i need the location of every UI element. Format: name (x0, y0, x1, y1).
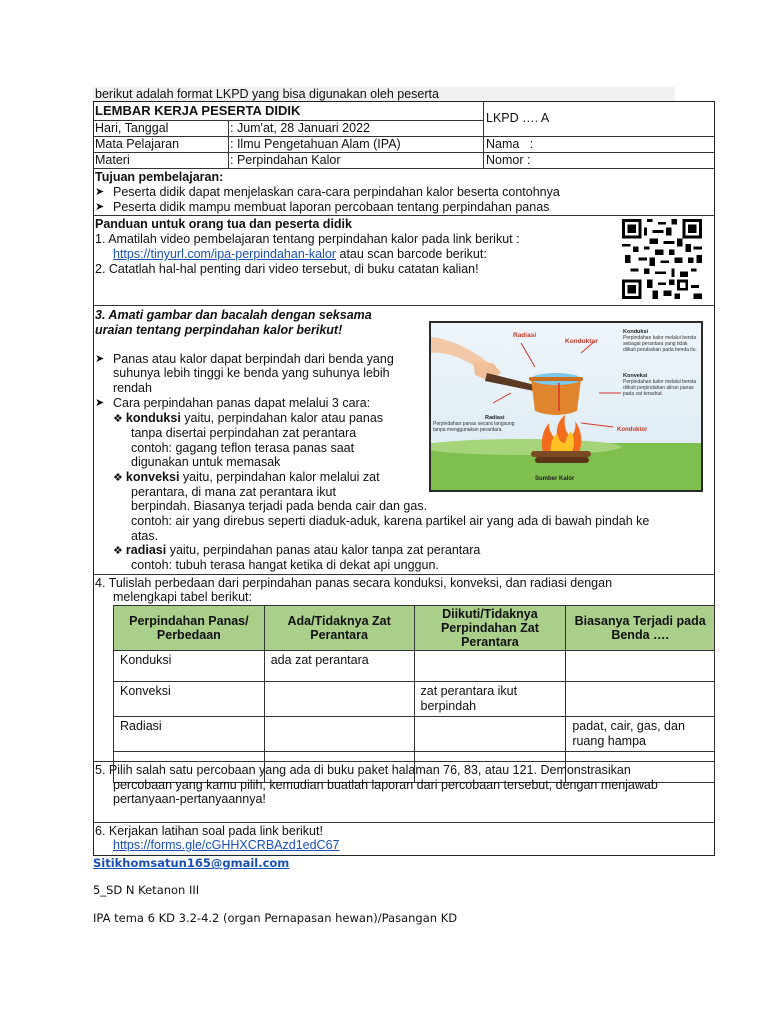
table-cell: padat, cair, gas, dan ruang hampa (566, 717, 715, 752)
tujuan-heading: Tujuan pembelajaran: (95, 170, 224, 184)
topic-text: IPA tema 6 KD 3.2-4.2 (organ Pernapasan hewan)/Pasangan KD (93, 911, 458, 925)
table-row (114, 651, 715, 682)
konveksi-line3: berpindah. Biasanya terjadi pada benda cair dan gas. (131, 499, 428, 513)
section5-line1: 5. Pilih salah satu percobaan yang ada di buku paket halaman 76, 83, atau 121. Demonstrasikan (95, 763, 631, 777)
radiasi-item: ❖ radiasi yaitu, perpindahan panas atau kalor tanpa zat perantara (113, 543, 481, 557)
panduan-item-2: 2. Catatlah hal-hal penting dari video tersebut, di buku catatan kalian! (95, 262, 479, 276)
table-cell (414, 717, 566, 752)
section3-heading-2: uraian tentang perpindahan kalor berikut! (95, 323, 343, 337)
illus-konduksi-desc: Perpindahan kalor melalui benda sebagai perantara yang tidak diikuti perubahan pada benda itu. (623, 335, 697, 353)
panduan-item-1: 1. Amatilah video pembelajaran tentang perpindahan kalor pada link berikut : (95, 232, 520, 246)
table-cell (566, 682, 715, 717)
table-header: Ada/Tidaknya Zat Perantara (264, 606, 414, 651)
section3-point-1-line2: suhunya lebih tinggi ke benda yang suhunya lebih (113, 366, 390, 380)
section3-point-2: ➤ Cara perpindahan panas dapat melalui 3 cara: (95, 396, 371, 410)
intro-text: berikut adalah format LKPD yang bisa digunakan oleh peserta (93, 87, 675, 101)
table-row (114, 682, 715, 717)
illus-sumber-kalor: Sumber Kalor (535, 476, 575, 482)
table-header: Biasanya Terjadi pada Benda …. (566, 606, 715, 651)
value-hari: : Jum'at, 28 Januari 2022 (230, 121, 370, 135)
illus-konduktor-2: Konduktor (617, 427, 648, 433)
table-cell: ada zat perantara (264, 651, 414, 682)
table-header-row (114, 606, 715, 651)
table-header: Diikuti/Tidaknya Perpindahan Zat Perantara (414, 606, 566, 651)
label-hari: Hari, Tanggal (95, 121, 169, 135)
table-cell: Konveksi (114, 682, 265, 717)
value-mapel: : Ilmu Pengetahuan Alam (IPA) (230, 137, 401, 151)
table-cell: Radiasi (114, 717, 265, 752)
section4-line2: melengkapi tabel berikut: (113, 590, 252, 604)
konveksi-item: ❖ konveksi yaitu, perpindahan kalor melalui zat (113, 470, 380, 484)
konduksi-line4: digunakan untuk memasak (131, 455, 281, 469)
table-row (114, 717, 715, 752)
illus-konduksi-title: Konduksi (623, 329, 649, 335)
table-cell: zat perantara ikut berpindah (414, 682, 566, 717)
comparison-table (113, 605, 715, 783)
illus-radiasi-desc: Perpindahan panas secara langsung tanpa menggunakan perantara. (433, 421, 515, 433)
label-mapel: Mata Pelajaran (95, 137, 180, 151)
table-cell (414, 651, 566, 682)
section3-heading-1: 3. Amati gambar dan bacalah dengan seksama (95, 308, 372, 322)
konduksi-line3: contoh: gagang teflon terasa panas saat (131, 441, 355, 455)
table-cell: Konduksi (114, 651, 265, 682)
section3-point-1-line3: rendah (113, 381, 152, 395)
heat-transfer-illustration (429, 321, 703, 492)
section6-line1: 6. Kerjakan latihan soal pada link berikut! (95, 824, 323, 838)
worksheet-title: LEMBAR KERJA PESERTA DIDIK (95, 103, 301, 118)
lkpd-code: LKPD …. A (486, 111, 550, 125)
contact-email[interactable]: Sitikhomsatun165@gmail.com (93, 856, 290, 870)
section5-line3: pertanyaan-pertanyaannya! (113, 792, 266, 806)
section5-line2: percobaan yang kamu pilih, kemudian buatlah laporan dari percobaan tersebut, dengan menjawab (113, 778, 658, 792)
table-cell (264, 717, 414, 752)
konveksi-line4: contoh: air yang direbus seperti diaduk-aduk, karena partikel air yang ada di bawah pindah ke (131, 514, 650, 528)
konduksi-line2: tanpa disertai perpindahan zat perantara (131, 426, 357, 440)
konveksi-line2: perantara, di mana zat perantara ikut (131, 485, 336, 499)
panduan-item-1-link-row: https://tinyurl.com/ipa-perpindahan-kalor atau scan barcode berikut: (113, 247, 487, 261)
school-name: 5_SD N Ketanon III (93, 883, 200, 897)
table-header: Perpindahan Panas/ Perbedaan (114, 606, 265, 651)
label-materi: Materi (95, 153, 130, 167)
konduksi-item: ❖ konduksi yaitu, perpindahan kalor atau panas (113, 411, 384, 425)
section4-line1: 4. Tulislah perbedaan dari perpindahan panas secara konduksi, konveksi, dan radiasi dengan (95, 576, 613, 590)
video-link[interactable]: https://tinyurl.com/ipa-perpindahan-kalor (113, 247, 337, 261)
radiasi-line2: contoh: tubuh terasa hangat ketika di dekat api unggun. (131, 558, 439, 572)
panduan-heading: Panduan untuk orang tua dan peserta didik (95, 217, 352, 231)
nama-field: Nama : (486, 137, 534, 151)
tujuan-item: ➤ Peserta didik dapat menjelaskan cara-cara perpindahan kalor beserta contohnya (95, 185, 560, 199)
nomor-field: Nomor : (486, 153, 531, 167)
illus-radiasi-top: Radiasi (513, 332, 537, 339)
tujuan-item: ➤ Peserta didik mampu membuat laporan percobaan tentang perpindahan panas (95, 200, 550, 214)
illus-konveksi-title: Konveksi (623, 373, 648, 379)
quiz-link[interactable]: https://forms.gle/cGHHXCRBAzd1edC67 (113, 838, 340, 852)
table-cell (566, 651, 715, 682)
table-cell (264, 682, 414, 717)
illus-konveksi-desc: Perpindahan kalor melalui benda diikuti perpindahan aliran panas pada zat tersebut. (623, 379, 697, 397)
konveksi-line5: atas. (131, 529, 159, 543)
illus-radiasi-title: Radiasi (485, 415, 505, 421)
value-materi: : Perpindahan Kalor (230, 153, 341, 167)
qr-code-image[interactable] (622, 219, 702, 299)
section3-point-1: ➤ Panas atau kalor dapat berpindah dari benda yang (95, 352, 394, 366)
illus-konduktor: Konduktor (565, 338, 598, 345)
